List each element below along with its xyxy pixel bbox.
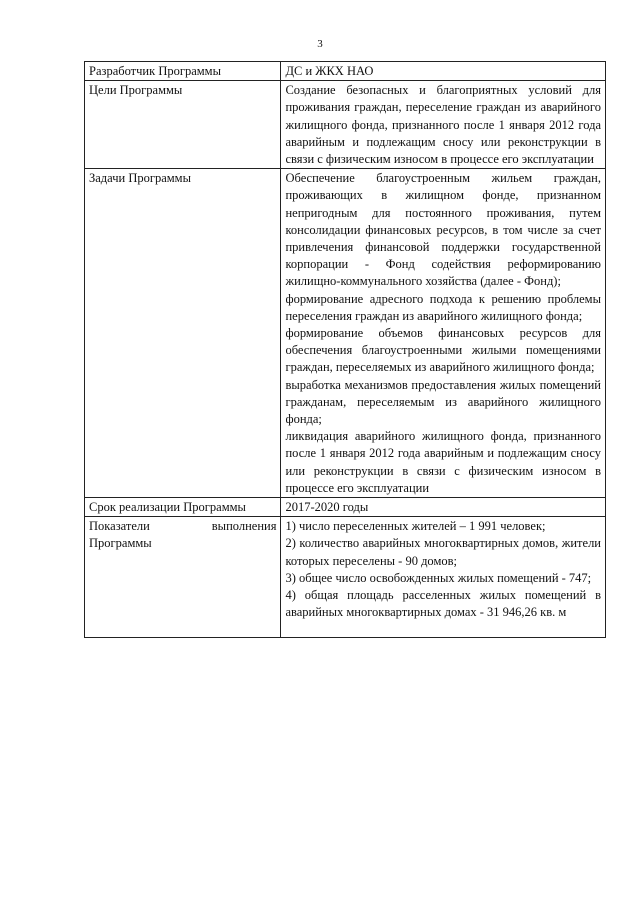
indicator-paragraph: 4) общая площадь расселенных жилых помещений в аварийных многоквартирных домах - 31 946,26 кв. м (285, 588, 601, 620)
program-passport-table (84, 61, 606, 638)
row-label-term: Срок реализации Программы (85, 498, 281, 517)
row-label-indicators (85, 517, 281, 637)
row-value-tasks (281, 169, 606, 498)
row-label-indicators-line2: Программы (89, 536, 152, 551)
table-row (85, 498, 606, 517)
row-value-term: 2017-2020 годы (281, 498, 606, 517)
row-label-goals: Цели Программы (85, 81, 281, 169)
row-value-indicators (281, 517, 606, 637)
task-paragraph: ликвидация аварийного жилищного фонда, признанного после 1 января 2012 года аварийным и подлежащим сносу или реконструкции в связи с физическим износом в процессе его эксплуатации (285, 429, 601, 495)
table-row (85, 517, 606, 637)
table-row (85, 169, 606, 498)
table-row (85, 81, 606, 169)
task-paragraph: выработка механизмов предоставления жилых помещений гражданам, переселяемым из аварийного жилищного фонда; (285, 377, 601, 427)
indicator-paragraph: 2) количество аварийных многоквартирных домов, жители которых переселены - 90 домов; (285, 536, 601, 568)
page-number: 3 (317, 38, 323, 50)
row-label-indicators-line1: Показатели выполнения (89, 519, 277, 534)
row-value-developer: ДС и ЖКХ НАО (281, 62, 606, 81)
row-label-tasks: Задачи Программы (85, 169, 281, 498)
task-paragraph: формирование адресного подхода к решению проблемы переселения граждан из аварийного жилищного фонда; (285, 291, 601, 323)
row-value-goals: Создание безопасных и благоприятных условий для проживания граждан, переселение граждан из аварийного жилищного фонда, признанного после 1 января 2012 года аварийным и подлежащим сносу или реконструкции в связи с физическим износом в процессе его эксплуатации (281, 81, 606, 169)
table-row (85, 62, 606, 81)
task-paragraph: формирование объемов финансовых ресурсов для обеспечения благоустроенными жилыми помещениями граждан, переселяемых из аварийного жилищного фонда; (285, 326, 601, 375)
row-label-developer: Разработчик Программы (85, 62, 281, 81)
indicator-paragraph: 3) общее число освобожденных жилых помещений - 747; (285, 570, 592, 585)
indicator-paragraph: 1) число переселенных жителей – 1 991 человек; (285, 519, 546, 534)
task-paragraph: Обеспечение благоустроенным жильем граждан, проживающих в жилищном фонде, признанном непригодным для постоянного проживания, путем консолидации финансовых ресурсов, в том числе за счет привлечения финансовой поддержки государственной корпорации - Фонд содействия реформированию жилищно-коммунального хозяйства (далее - Фонд); (285, 171, 601, 289)
